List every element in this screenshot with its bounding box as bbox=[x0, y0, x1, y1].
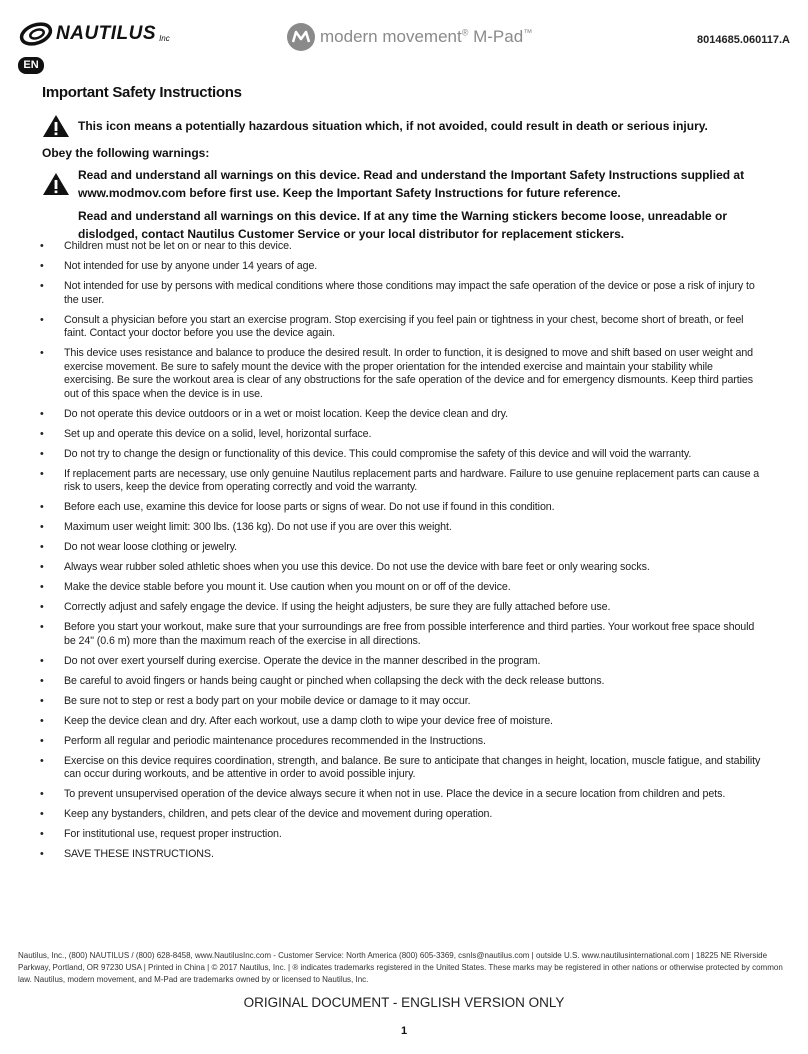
list-item-text: Correctly adjust and safely engage the device. If using the height adjusters, be sure they are fully attached before use. bbox=[64, 601, 611, 614]
list-item bbox=[40, 848, 764, 862]
modern-movement-icon bbox=[286, 22, 316, 52]
warning-line-2: Read and understand all warnings on this device. If at any time the Warning stickers become loose, unreadable or dislodged, contact Nautilus Customer Service or your local distributor for replacement stickers. bbox=[78, 209, 728, 241]
bullet-mark: • bbox=[40, 279, 44, 292]
list-item bbox=[40, 601, 764, 615]
warning-block bbox=[42, 166, 772, 243]
product-title bbox=[286, 22, 532, 52]
list-item bbox=[40, 408, 764, 422]
list-item-text: To prevent unsupervised operation of the device always secure it when not in use. Place the device in a secure location from children and pets. bbox=[64, 788, 726, 801]
bullet-mark: • bbox=[40, 714, 44, 727]
page-number: 1 bbox=[400, 1025, 408, 1037]
list-item bbox=[40, 541, 764, 555]
list-item-text: This device uses resistance and balance to produce the desired result. In order to function, it is designed to move and shift based on user weight and exercise movement. Be sure to safely mount the device with the proper orientation for the intended exercise and maintain your stability while exercising. Be sure the workout area is clear of any obstructions for the safe operation of the device and for emergency dismounts. Keep third parties out of this space when the device is in use. bbox=[64, 347, 754, 400]
list-item bbox=[40, 521, 764, 535]
bullet-mark: • bbox=[40, 467, 44, 480]
list-item bbox=[40, 655, 764, 669]
bullet-mark: • bbox=[40, 541, 44, 554]
list-item-text: Consult a physician before you start an exercise program. Stop exercising if you feel pain or tightness in your chest, become short of breath, or feel faint. Contact your doctor before you use the device again. bbox=[64, 313, 744, 340]
list-item-text: For institutional use, request proper instruction. bbox=[64, 828, 282, 841]
bullet-mark: • bbox=[40, 654, 44, 667]
product-tm-mark: ™ bbox=[523, 27, 533, 38]
bullet-mark: • bbox=[40, 581, 44, 594]
list-item bbox=[40, 468, 764, 495]
footer-legal: Nautilus, Inc., (800) NAUTILUS / (800) 628-8458, www.NautilusInc.com - Customer Service: North America (800) 605-3369, csnls@nautilus.com | outside U.S. www.nautilusinternational.com | 18225 NE Riverside Parkway, Portland, OR 97230 USA | Printed in China | © 2017 Nautilus, Inc. | ® indicates trademarks registered in the United States. These marks may be registered in other nations or otherwise protected by common law. Nautilus, modern movement, and M-Pad are trademarks owned by or licensed to Nautilus, Inc. bbox=[18, 951, 783, 984]
list-item bbox=[40, 788, 764, 802]
list-item-text: Do not operate this device outdoors or in a wet or moist location. Keep the device clean and dry. bbox=[64, 407, 508, 420]
list-item-text: Do not wear loose clothing or jewelry. bbox=[64, 541, 238, 554]
bullet-mark: • bbox=[40, 848, 44, 861]
list-item-text: Before each use, examine this device for loose parts or signs of wear. Do not use if found in this condition. bbox=[64, 501, 555, 514]
list-item-text: Maximum user weight limit: 300 lbs. (136 kg). Do not use if you are over this weight. bbox=[64, 521, 452, 534]
list-item-text: Do not over exert yourself during exercise. Operate the device in the manner described in the program. bbox=[64, 654, 541, 667]
list-item bbox=[40, 448, 764, 462]
document-code: 8014685.060117.A bbox=[697, 34, 790, 46]
bullet-mark: • bbox=[40, 447, 44, 460]
list-item-text: Children must not be let on or near to this device. bbox=[64, 240, 292, 252]
list-item bbox=[40, 621, 764, 648]
list-item-text: Before you start your workout, make sure that your surroundings are free from possible interference and third parties. Your workout free space should be 24" (0.6 m) more than the maximum reach of the exercise in all directions. bbox=[64, 621, 755, 647]
bullet-mark: • bbox=[40, 621, 44, 634]
bullet-mark: • bbox=[40, 674, 44, 687]
product-model: M-Pad bbox=[473, 27, 524, 46]
list-item bbox=[40, 675, 764, 689]
list-item-text: Perform all regular and periodic maintenance procedures recommended in the Instructions. bbox=[64, 734, 486, 747]
bullet-mark: • bbox=[40, 601, 44, 614]
list-item bbox=[40, 428, 764, 442]
warning-triangle-icon bbox=[42, 114, 70, 138]
list-item bbox=[40, 735, 764, 749]
warning-triangle-icon bbox=[42, 172, 70, 196]
list-item bbox=[40, 808, 764, 822]
bullet-mark: • bbox=[40, 808, 44, 821]
list-item bbox=[40, 581, 764, 595]
bullet-mark: • bbox=[40, 561, 44, 574]
language-badge: EN bbox=[18, 57, 44, 74]
obey-heading: Obey the following warnings: bbox=[42, 146, 210, 160]
bullet-mark: • bbox=[40, 313, 44, 326]
list-item-text: Keep the device clean and dry. After each workout, use a damp cloth to wipe your device free of moisture. bbox=[64, 714, 553, 727]
list-item-text: Always wear rubber soled athletic shoes when you use this device. Do not use the device with bare feet or only wearing socks. bbox=[64, 561, 650, 574]
bullet-mark: • bbox=[40, 754, 44, 767]
list-item bbox=[40, 347, 764, 401]
warning-block-text bbox=[78, 166, 772, 243]
product-name bbox=[320, 27, 532, 47]
hazard-notice bbox=[42, 114, 762, 138]
list-item-text: Exercise on this device requires coordination, strength, and balance. Be sure to anticipate that changes in height, location, muscle fatigue, and stability can occur during workouts, and be attentive in order to avoid possible injury. bbox=[64, 754, 761, 781]
bullet-mark: • bbox=[40, 694, 44, 707]
bullet-mark: • bbox=[40, 259, 44, 272]
hazard-notice-text: This icon means a potentially hazardous situation which, if not avoided, could result in death or serious injury. bbox=[78, 119, 708, 133]
safety-bullet-list bbox=[40, 240, 764, 868]
bullet-mark: • bbox=[40, 347, 44, 360]
list-item-text: Keep any bystanders, children, and pets clear of the device and movement during operation. bbox=[64, 808, 493, 821]
list-item-text: Be sure not to step or rest a body part on your mobile device or damage to it may occur. bbox=[64, 694, 471, 707]
brand-name: NAUTILUS bbox=[56, 23, 157, 44]
list-item bbox=[40, 280, 764, 307]
bullet-mark: • bbox=[40, 521, 44, 534]
list-item bbox=[40, 828, 764, 842]
list-item-text: SAVE THESE INSTRUCTIONS. bbox=[64, 848, 214, 861]
bullet-mark: • bbox=[40, 407, 44, 420]
warning-line-1: Read and understand all warnings on this device. Read and understand the Important Safety Instructions supplied at www.modmov.com before first use. Keep the Important Safety Instructions for future reference. bbox=[78, 168, 745, 200]
list-item bbox=[40, 561, 764, 575]
brand-suffix: Inc bbox=[159, 33, 170, 43]
bullet-mark: • bbox=[40, 734, 44, 747]
product-reg-mark: ® bbox=[461, 27, 469, 38]
list-item-text: If replacement parts are necessary, use only genuine Nautilus replacement parts and hardware. Failure to use genuine replacement parts can cause a risk to users, keep the device from operating correctly and void the warranty. bbox=[64, 467, 760, 494]
list-item-text: Not intended for use by persons with medical conditions where those conditions may impact the safe operation of the device or pose a risk of injury to the user. bbox=[64, 279, 755, 306]
list-item bbox=[40, 314, 764, 341]
nautilus-swirl-icon bbox=[18, 20, 54, 48]
list-item-text: Set up and operate this device on a solid, level, horizontal surface. bbox=[64, 427, 372, 440]
list-item bbox=[40, 260, 764, 274]
list-item-text: Do not try to change the design or functionality of this device. This could compromise the safety of this device and will void the warranty. bbox=[64, 447, 692, 460]
product-name-text: modern movement bbox=[320, 27, 462, 46]
list-item-text: Make the device stable before you mount it. Use caution when you mount on or off of the device. bbox=[64, 581, 511, 594]
list-item bbox=[40, 240, 764, 254]
bullet-mark: • bbox=[40, 501, 44, 514]
list-item-text: Be careful to avoid fingers or hands being caught or pinched when collapsing the deck with the deck release buttons. bbox=[64, 674, 605, 687]
bullet-mark: • bbox=[40, 828, 44, 841]
list-item bbox=[40, 715, 764, 729]
list-item bbox=[40, 755, 764, 782]
list-item bbox=[40, 695, 764, 709]
list-item bbox=[40, 501, 764, 515]
bullet-mark: • bbox=[40, 427, 44, 440]
bullet-mark: • bbox=[40, 788, 44, 801]
footer-note: ORIGINAL DOCUMENT - ENGLISH VERSION ONLY bbox=[243, 995, 565, 1010]
nautilus-logo bbox=[18, 20, 170, 48]
list-item-text: Not intended for use by anyone under 14 years of age. bbox=[64, 259, 318, 272]
page-title: Important Safety Instructions bbox=[42, 84, 242, 101]
bullet-mark: • bbox=[40, 240, 44, 252]
